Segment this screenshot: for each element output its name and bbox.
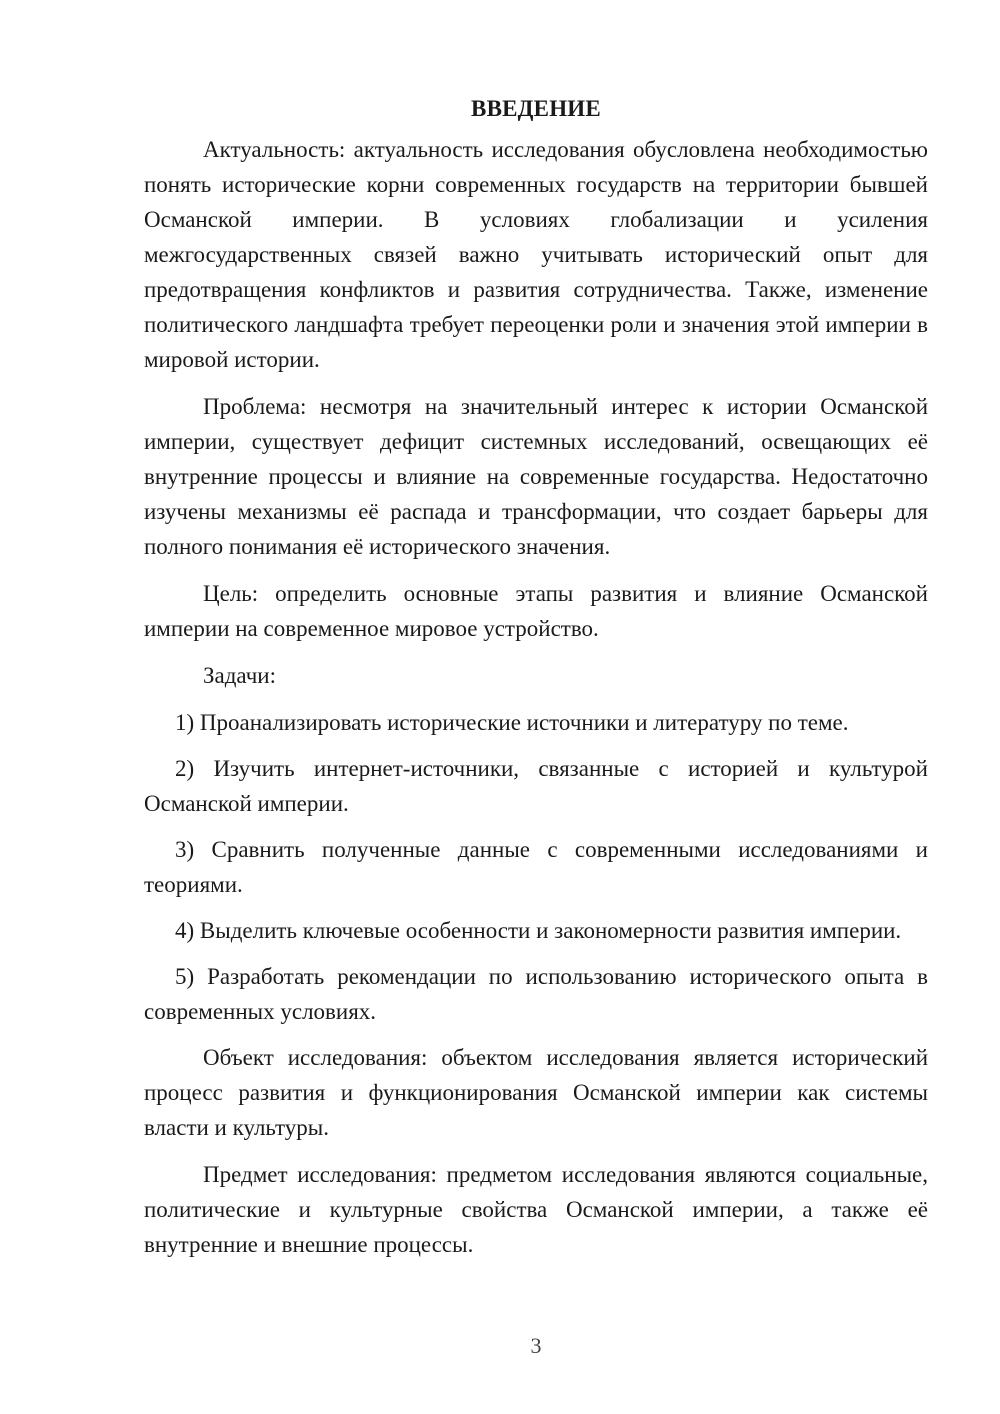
tasks-list bbox=[144, 705, 928, 1029]
list-item: 5) Разработать рекомендации по использованию исторического опыта в современных условиях. bbox=[144, 964, 928, 1024]
paragraph-goal: Цель: определить основные этапы развития и влияние Османской империи на современное мировое устройство. bbox=[144, 581, 928, 641]
page-number: 3 bbox=[530, 1333, 542, 1358]
list-item: 4) Выделить ключевые особенности и закономерности развития империи. bbox=[175, 918, 902, 943]
document-page bbox=[144, 94, 928, 1274]
paragraph-object: Объект исследования: объектом исследования является исторический процесс развития и функционирования Османской империи как системы власти и культуры. bbox=[144, 1045, 928, 1140]
paragraph-problem: Проблема: несмотря на значительный интерес к истории Османской империи, существует дефицит системных исследований, освещающих её внутренние процессы и влияние на современные государства. Недостаточно изучены механизмы её распада и трансформации, что создает барьеры для полного понимания её исторического значения. bbox=[144, 394, 928, 559]
paragraph-subject: Предмет исследования: предметом исследования являются социальные, политические и культурные свойства Османской империи, а также её внутренние и внешние процессы. bbox=[144, 1162, 928, 1257]
list-item: 3) Сравнить полученные данные с современными исследованиями и теориями. bbox=[144, 837, 928, 897]
page-title: ВВЕДЕНИЕ bbox=[471, 96, 601, 121]
list-item: 2) Изучить интернет-источники, связанные с историей и культурой Османской империи. bbox=[144, 756, 928, 816]
list-item: 1) Проанализировать исторические источники и литературу по теме. bbox=[175, 710, 849, 735]
paragraph-relevance: Актуальность: актуальность исследования обусловлена необходимостью понять исторические корни современных государств на территории бывшей Османской империи. В условиях глобализации и усиления межгосударственных связей важно учитывать исторический опыт для предотвращения конфликтов и развития сотрудничества. Также, изменение политического ландшафта требует переоценки роли и значения этой империи в мировой истории. bbox=[144, 137, 928, 372]
tasks-label: Задачи: bbox=[203, 663, 276, 688]
